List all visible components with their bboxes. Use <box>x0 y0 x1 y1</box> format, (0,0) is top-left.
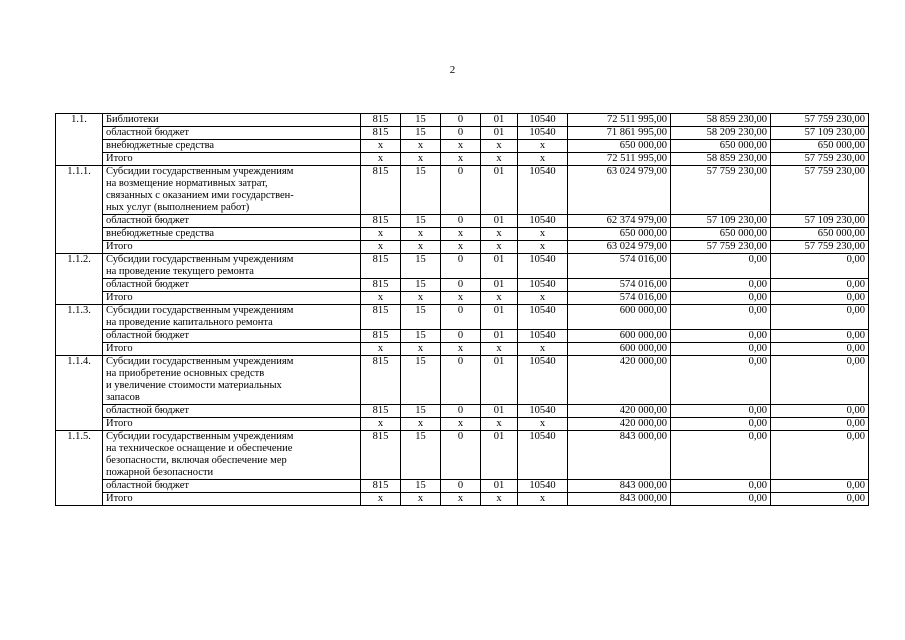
table-row <box>56 153 869 166</box>
amount-cell: 0,00 <box>771 431 869 480</box>
table-row <box>56 215 869 228</box>
code-cell: х <box>518 140 568 153</box>
code-cell: 10540 <box>518 114 568 127</box>
code-cell: х <box>518 493 568 506</box>
code-cell: х <box>401 292 441 305</box>
amount-cell: 0,00 <box>771 418 869 431</box>
code-cell: х <box>401 418 441 431</box>
code-cell: х <box>401 153 441 166</box>
amount-cell: 63 024 979,00 <box>568 166 671 215</box>
code-cell: 10540 <box>518 254 568 279</box>
amount-cell: 57 759 230,00 <box>771 166 869 215</box>
code-cell: 15 <box>401 480 441 493</box>
funding-source-label: областной бюджет <box>103 127 361 140</box>
code-cell: х <box>361 153 401 166</box>
code-cell: 01 <box>481 254 518 279</box>
funding-source-label: областной бюджет <box>103 330 361 343</box>
code-cell: 0 <box>441 480 481 493</box>
code-cell: 15 <box>401 356 441 405</box>
code-cell: х <box>401 241 441 254</box>
amount-cell: 58 859 230,00 <box>671 114 771 127</box>
section-title-line: на техническое оснащение и обеспечение <box>106 443 293 454</box>
amount-cell: 71 861 995,00 <box>568 127 671 140</box>
code-cell: х <box>518 418 568 431</box>
amount-cell: 0,00 <box>671 343 771 356</box>
code-cell: 0 <box>441 215 481 228</box>
section-number: 1.1.2. <box>56 254 103 305</box>
amount-cell: 72 511 995,00 <box>568 153 671 166</box>
code-cell: 10540 <box>518 127 568 140</box>
code-cell: х <box>401 140 441 153</box>
code-cell: х <box>441 493 481 506</box>
amount-cell: 650 000,00 <box>671 228 771 241</box>
code-cell: 0 <box>441 330 481 343</box>
amount-cell: 57 109 230,00 <box>771 215 869 228</box>
code-cell: 15 <box>401 254 441 279</box>
section-title-line: Субсидии государственным учреждениям <box>106 431 294 442</box>
amount-cell: 0,00 <box>671 356 771 405</box>
section-title-line: на приобретение основных средств <box>106 368 265 379</box>
amount-cell: 420 000,00 <box>568 418 671 431</box>
code-cell: х <box>441 241 481 254</box>
code-cell: х <box>361 292 401 305</box>
code-cell: 815 <box>361 279 401 292</box>
code-cell: 01 <box>481 405 518 418</box>
amount-cell: 0,00 <box>771 305 869 330</box>
funding-source-label: областной бюджет <box>103 215 361 228</box>
code-cell: 15 <box>401 127 441 140</box>
section-title-line: на проведение капитального ремонта <box>106 317 273 328</box>
code-cell: 815 <box>361 215 401 228</box>
section-number: 1.1. <box>56 114 103 166</box>
amount-cell: 72 511 995,00 <box>568 114 671 127</box>
section-title-line: Субсидии государственным учреждениям <box>106 254 294 265</box>
amount-cell: 574 016,00 <box>568 292 671 305</box>
table-row <box>56 343 869 356</box>
code-cell: х <box>481 343 518 356</box>
section-title-line: и увеличение стоимости материальных <box>106 380 282 391</box>
code-cell: х <box>441 153 481 166</box>
table-row <box>56 418 869 431</box>
code-cell: 15 <box>401 215 441 228</box>
code-cell: 01 <box>481 480 518 493</box>
section-title-line: Субсидии государственным учреждениям <box>106 356 294 367</box>
amount-cell: 420 000,00 <box>568 405 671 418</box>
code-cell: 10540 <box>518 215 568 228</box>
code-cell: 10540 <box>518 279 568 292</box>
table-row-section-header <box>56 431 869 480</box>
amount-cell: 843 000,00 <box>568 480 671 493</box>
code-cell: 15 <box>401 431 441 480</box>
code-cell: х <box>518 153 568 166</box>
amount-cell: 0,00 <box>771 493 869 506</box>
amount-cell: 600 000,00 <box>568 343 671 356</box>
code-cell: х <box>481 140 518 153</box>
section-title-line: Библиотеки <box>106 114 159 125</box>
section-title-line: запасов <box>106 392 140 403</box>
code-cell: 815 <box>361 431 401 480</box>
amount-cell: 650 000,00 <box>671 140 771 153</box>
table-row <box>56 228 869 241</box>
total-label: Итого <box>103 292 361 305</box>
code-cell: 15 <box>401 330 441 343</box>
total-label: Итого <box>103 493 361 506</box>
amount-cell: 57 109 230,00 <box>671 215 771 228</box>
amount-cell: 57 759 230,00 <box>771 241 869 254</box>
funding-source-label: внебюджетные средства <box>103 140 361 153</box>
amount-cell: 843 000,00 <box>568 431 671 480</box>
code-cell: х <box>441 292 481 305</box>
code-cell: 815 <box>361 405 401 418</box>
code-cell: х <box>481 292 518 305</box>
code-cell: 815 <box>361 356 401 405</box>
section-title <box>103 431 361 480</box>
code-cell: 815 <box>361 254 401 279</box>
code-cell: 01 <box>481 166 518 215</box>
amount-cell: 58 209 230,00 <box>671 127 771 140</box>
amount-cell: 0,00 <box>771 480 869 493</box>
code-cell: 10540 <box>518 480 568 493</box>
amount-cell: 0,00 <box>671 405 771 418</box>
amount-cell: 57 109 230,00 <box>771 127 869 140</box>
code-cell: 0 <box>441 279 481 292</box>
code-cell: 815 <box>361 305 401 330</box>
amount-cell: 0,00 <box>771 254 869 279</box>
budget-table <box>55 113 869 506</box>
code-cell: 15 <box>401 305 441 330</box>
amount-cell: 0,00 <box>771 279 869 292</box>
code-cell: 10540 <box>518 305 568 330</box>
amount-cell: 0,00 <box>671 330 771 343</box>
code-cell: х <box>361 228 401 241</box>
code-cell: 10540 <box>518 330 568 343</box>
code-cell: 01 <box>481 356 518 405</box>
code-cell: х <box>361 418 401 431</box>
code-cell: х <box>481 418 518 431</box>
table-row <box>56 405 869 418</box>
code-cell: 0 <box>441 127 481 140</box>
code-cell: 01 <box>481 114 518 127</box>
section-title-line: на возмещение нормативных затрат, <box>106 178 268 189</box>
code-cell: х <box>481 228 518 241</box>
code-cell: 01 <box>481 330 518 343</box>
section-title <box>103 356 361 405</box>
amount-cell: 0,00 <box>671 480 771 493</box>
amount-cell: 0,00 <box>771 330 869 343</box>
code-cell: х <box>401 343 441 356</box>
code-cell: 0 <box>441 114 481 127</box>
total-label: Итого <box>103 343 361 356</box>
page-number: 2 <box>449 64 456 76</box>
code-cell: 10540 <box>518 166 568 215</box>
code-cell: х <box>361 241 401 254</box>
amount-cell: 0,00 <box>671 279 771 292</box>
amount-cell: 63 024 979,00 <box>568 241 671 254</box>
code-cell: 815 <box>361 480 401 493</box>
section-number: 1.1.3. <box>56 305 103 356</box>
amount-cell: 650 000,00 <box>771 140 869 153</box>
code-cell: 0 <box>441 254 481 279</box>
amount-cell: 600 000,00 <box>568 305 671 330</box>
amount-cell: 0,00 <box>771 292 869 305</box>
amount-cell: 0,00 <box>671 431 771 480</box>
code-cell: 15 <box>401 405 441 418</box>
code-cell: 01 <box>481 305 518 330</box>
amount-cell: 62 374 979,00 <box>568 215 671 228</box>
amount-cell: 420 000,00 <box>568 356 671 405</box>
table-row-section-header <box>56 114 869 127</box>
code-cell: 01 <box>481 431 518 480</box>
section-title-line: безопасности, включая обеспечение мер <box>106 455 287 466</box>
code-cell: х <box>518 228 568 241</box>
section-title <box>103 305 361 330</box>
code-cell: х <box>441 343 481 356</box>
table-row <box>56 279 869 292</box>
code-cell: х <box>361 343 401 356</box>
code-cell: 815 <box>361 166 401 215</box>
code-cell: 815 <box>361 127 401 140</box>
amount-cell: 650 000,00 <box>568 228 671 241</box>
code-cell: х <box>361 140 401 153</box>
table-row <box>56 241 869 254</box>
total-label: Итого <box>103 241 361 254</box>
table-row <box>56 493 869 506</box>
section-title-line: Субсидии государственным учреждениям <box>106 305 294 316</box>
table-row <box>56 330 869 343</box>
code-cell: х <box>401 228 441 241</box>
code-cell: 0 <box>441 405 481 418</box>
funding-source-label: областной бюджет <box>103 480 361 493</box>
code-cell: х <box>401 493 441 506</box>
section-title <box>103 166 361 215</box>
amount-cell: 574 016,00 <box>568 279 671 292</box>
code-cell: 815 <box>361 330 401 343</box>
amount-cell: 57 759 230,00 <box>671 166 771 215</box>
amount-cell: 0,00 <box>671 305 771 330</box>
amount-cell: 574 016,00 <box>568 254 671 279</box>
code-cell: 15 <box>401 114 441 127</box>
table-row <box>56 140 869 153</box>
amount-cell: 0,00 <box>671 493 771 506</box>
amount-cell: 0,00 <box>771 405 869 418</box>
section-title-line: пожарной безопасности <box>106 467 214 478</box>
code-cell: 815 <box>361 114 401 127</box>
section-number: 1.1.1. <box>56 166 103 254</box>
section-title-line: ных услуг (выполнением работ) <box>106 202 250 213</box>
amount-cell: 843 000,00 <box>568 493 671 506</box>
code-cell: х <box>441 228 481 241</box>
table-row-section-header <box>56 305 869 330</box>
amount-cell: 57 759 230,00 <box>771 114 869 127</box>
code-cell: х <box>481 153 518 166</box>
code-cell: х <box>481 241 518 254</box>
code-cell: 10540 <box>518 356 568 405</box>
funding-source-label: внебюджетные средства <box>103 228 361 241</box>
amount-cell: 650 000,00 <box>771 228 869 241</box>
table-row <box>56 292 869 305</box>
total-label: Итого <box>103 418 361 431</box>
code-cell: 01 <box>481 127 518 140</box>
amount-cell: 0,00 <box>671 418 771 431</box>
funding-source-label: областной бюджет <box>103 405 361 418</box>
code-cell: 0 <box>441 166 481 215</box>
amount-cell: 0,00 <box>771 356 869 405</box>
code-cell: х <box>441 140 481 153</box>
section-title-line: связанных с оказанием ими государствен- <box>106 190 294 201</box>
code-cell: 10540 <box>518 431 568 480</box>
code-cell: 01 <box>481 279 518 292</box>
table-row-section-header <box>56 254 869 279</box>
code-cell: 0 <box>441 356 481 405</box>
section-number: 1.1.5. <box>56 431 103 506</box>
code-cell: 0 <box>441 431 481 480</box>
amount-cell: 600 000,00 <box>568 330 671 343</box>
section-title-line: на проведение текущего ремонта <box>106 266 254 277</box>
section-title <box>103 254 361 279</box>
code-cell: 01 <box>481 215 518 228</box>
amount-cell: 57 759 230,00 <box>671 241 771 254</box>
budget-table-body <box>56 114 869 506</box>
table-row <box>56 480 869 493</box>
table-row <box>56 127 869 140</box>
funding-source-label: областной бюджет <box>103 279 361 292</box>
amount-cell: 57 759 230,00 <box>771 153 869 166</box>
code-cell: х <box>361 493 401 506</box>
section-title-line: Субсидии государственным учреждениям <box>106 166 294 177</box>
section-title <box>103 114 361 127</box>
code-cell: х <box>441 418 481 431</box>
amount-cell: 0,00 <box>671 292 771 305</box>
code-cell: х <box>518 292 568 305</box>
amount-cell: 650 000,00 <box>568 140 671 153</box>
section-number: 1.1.4. <box>56 356 103 431</box>
table-row-section-header <box>56 356 869 405</box>
code-cell: х <box>518 343 568 356</box>
code-cell: 15 <box>401 166 441 215</box>
code-cell: х <box>481 493 518 506</box>
code-cell: 15 <box>401 279 441 292</box>
amount-cell: 0,00 <box>671 254 771 279</box>
code-cell: 10540 <box>518 405 568 418</box>
total-label: Итого <box>103 153 361 166</box>
amount-cell: 58 859 230,00 <box>671 153 771 166</box>
amount-cell: 0,00 <box>771 343 869 356</box>
table-row-section-header <box>56 166 869 215</box>
code-cell: х <box>518 241 568 254</box>
code-cell: 0 <box>441 305 481 330</box>
